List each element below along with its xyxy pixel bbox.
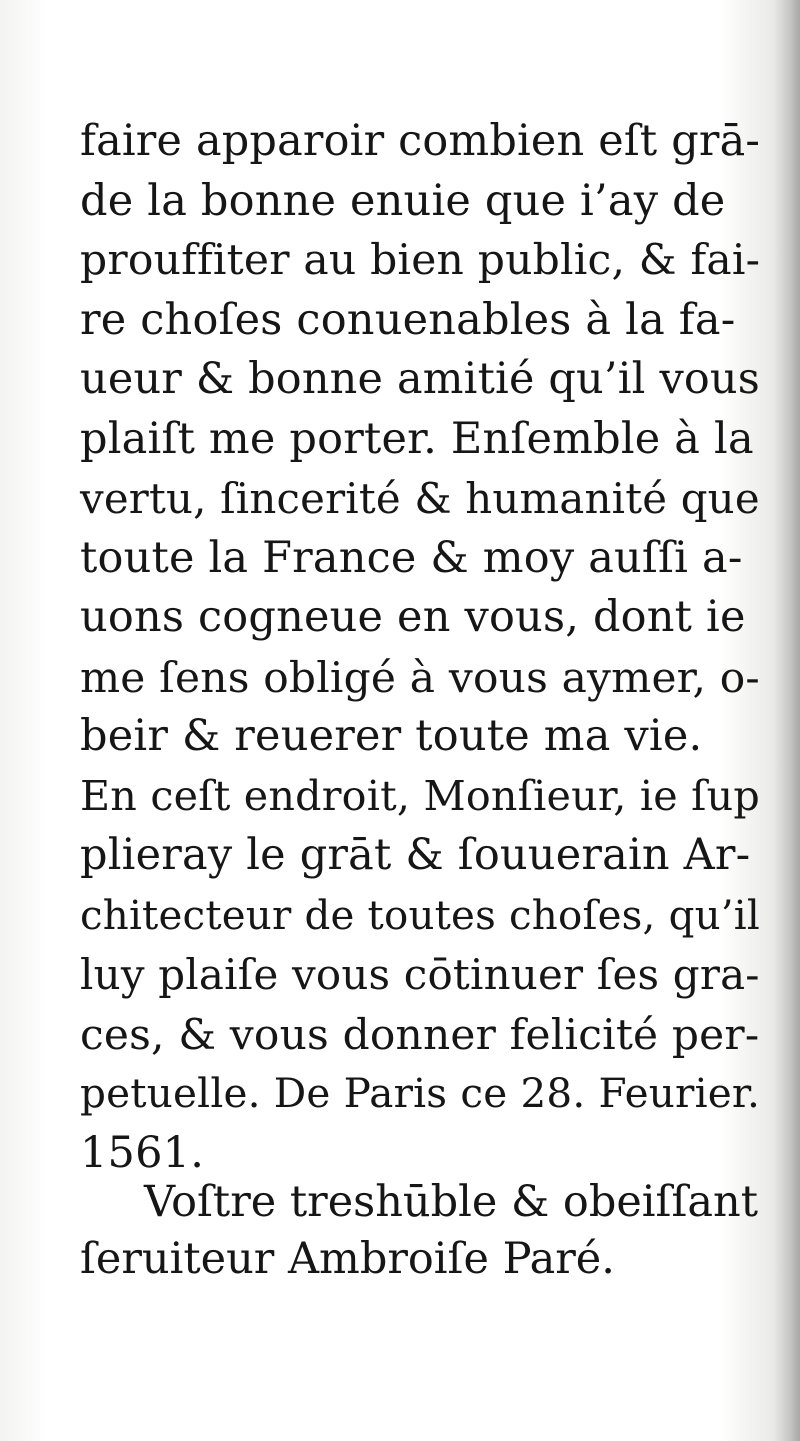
text-line: En ceſt endroit, Monſieur, ie ſup (80, 771, 760, 820)
signature-line: ſeruiteur Ambroiſe Paré. (80, 1234, 615, 1284)
signature-line: Voſtre treshūble & obeiſſant (144, 1177, 758, 1227)
text-line: me ſens obligé à vous aymer, o- (80, 652, 760, 702)
signature-block (80, 1174, 760, 1288)
text-line: beir & reuerer toute ma vie. (80, 711, 703, 761)
text-line: luy plaiſe vous cōtinuer ſes gra- (80, 950, 760, 999)
text-line: ueur & bonne amitié qu’il vous (80, 354, 761, 404)
text-line: chitecteur de toutes choſes, qu’il (80, 891, 760, 939)
letter-body (80, 112, 760, 1183)
date-line: 1561. (80, 1127, 205, 1178)
text-line: re choſes conuenables à la fa- (80, 294, 736, 345)
text-line: petuelle. De Paris ce 28. Feurier. (80, 1069, 761, 1117)
text-line: de la bonne enuie que i’ay de (80, 175, 726, 226)
text-line: plieray le grāt & ſouuerain Ar- (80, 830, 751, 880)
text-line: toute la France & moy auſſi a- (80, 532, 743, 583)
text-line: plaiſt me porter. Enſemble à la (80, 413, 754, 464)
page-gutter-shadow (774, 0, 800, 1441)
text-line: ces, & vous donner felicité per- (80, 1009, 760, 1059)
text-line: faire apparoir combien eſt grā- (80, 116, 761, 166)
text-line: uons cogneue en vous, dont ie (80, 592, 746, 642)
text-line: prouffiter au bien public, & fai- (80, 236, 761, 285)
text-line: vertu, ſincerité & humanité que (80, 474, 760, 523)
